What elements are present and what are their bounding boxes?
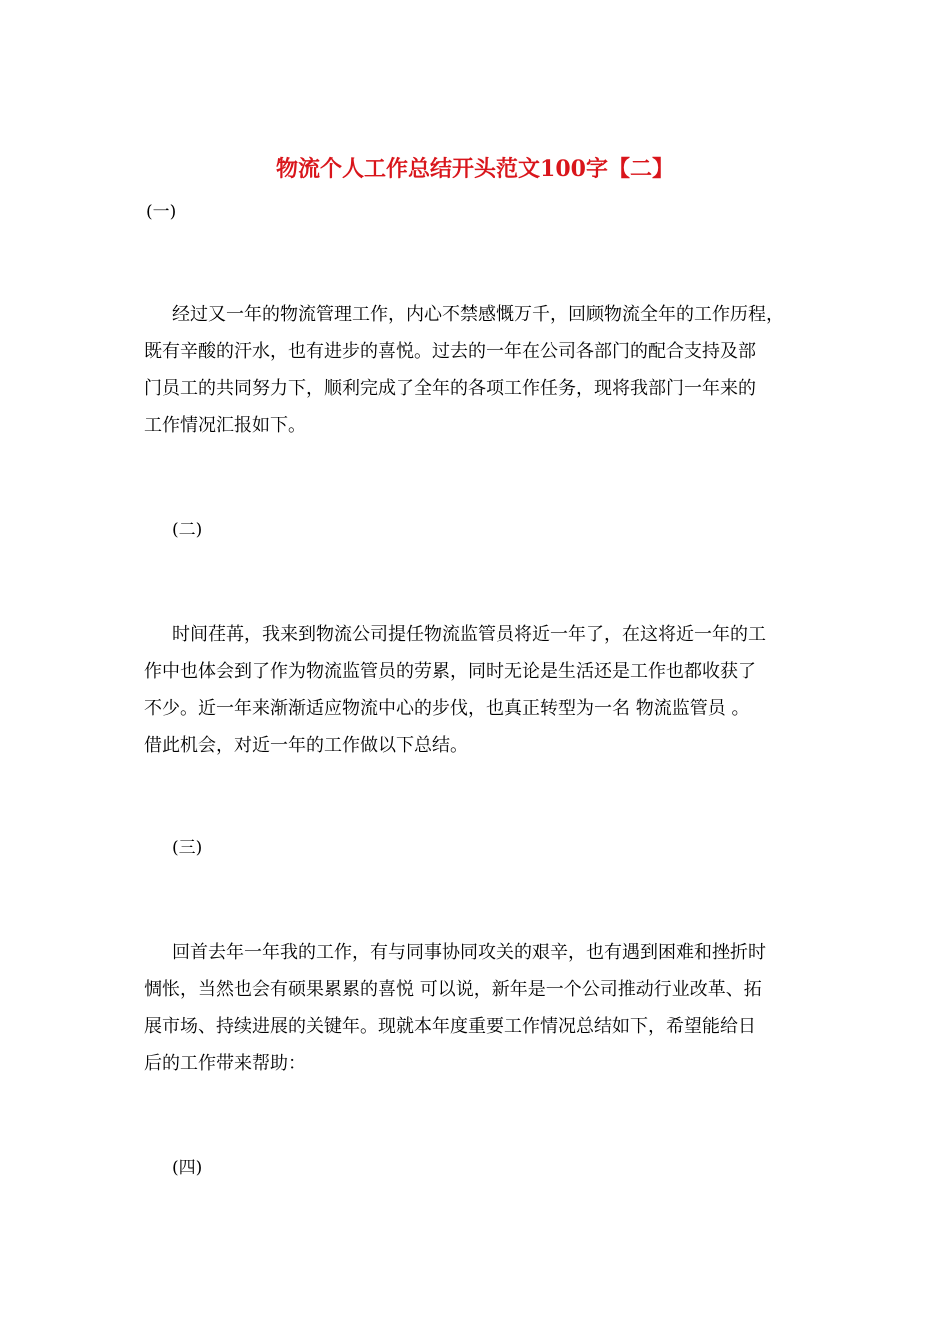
paragraph-line: 借此机会，对近一年的工作做以下总结。 [144,735,468,756]
section-label-1: (一) [146,202,177,222]
paragraph-line: 惆怅，当然也会有硕果累累的喜悦 可以说，新年是一个公司推动行业改革、拓 [144,979,762,1000]
section-paragraph-2 [144,616,834,764]
section-label-4: (四) [172,1158,203,1178]
paragraph-line: 后的工作带来帮助： [144,1053,306,1074]
paragraph-line: 工作情况汇报如下。 [144,415,306,436]
paragraph-line: 经过又一年的物流管理工作，内心不禁感慨万千，回顾物流全年的工作历程， [172,304,784,325]
section-paragraph-1 [144,296,834,444]
paragraph-line: 回首去年一年我的工作，有与同事协同攻关的艰辛，也有遇到困难和挫折时 [172,942,766,963]
section-label-2: (二) [172,520,203,540]
paragraph-line: 门员工的共同努力下，顺利完成了全年的各项工作任务，现将我部门一年来的 [144,378,756,399]
section-paragraph-3 [144,934,834,1082]
paragraph-line: 时间荏苒，我来到物流公司提任物流监管员将近一年了，在这将近一年的工 [172,624,766,645]
paragraph-line: 既有辛酸的汗水，也有进步的喜悦。过去的一年在公司各部门的配合支持及部 [144,341,756,362]
paragraph-line: 不少。近一年来渐渐适应物流中心的步伐，也真正转型为一名 物流监管员 。 [144,698,750,719]
document-title: 物流个人工作总结开头范文100字【二】 [276,156,674,182]
paragraph-line: 作中也体会到了作为物流监管员的劳累，同时无论是生活还是工作也都收获了 [144,661,756,682]
paragraph-line: 展市场、持续进展的关键年。现就本年度重要工作情况总结如下，希望能给日 [144,1016,756,1037]
section-label-3: (三) [172,838,203,858]
